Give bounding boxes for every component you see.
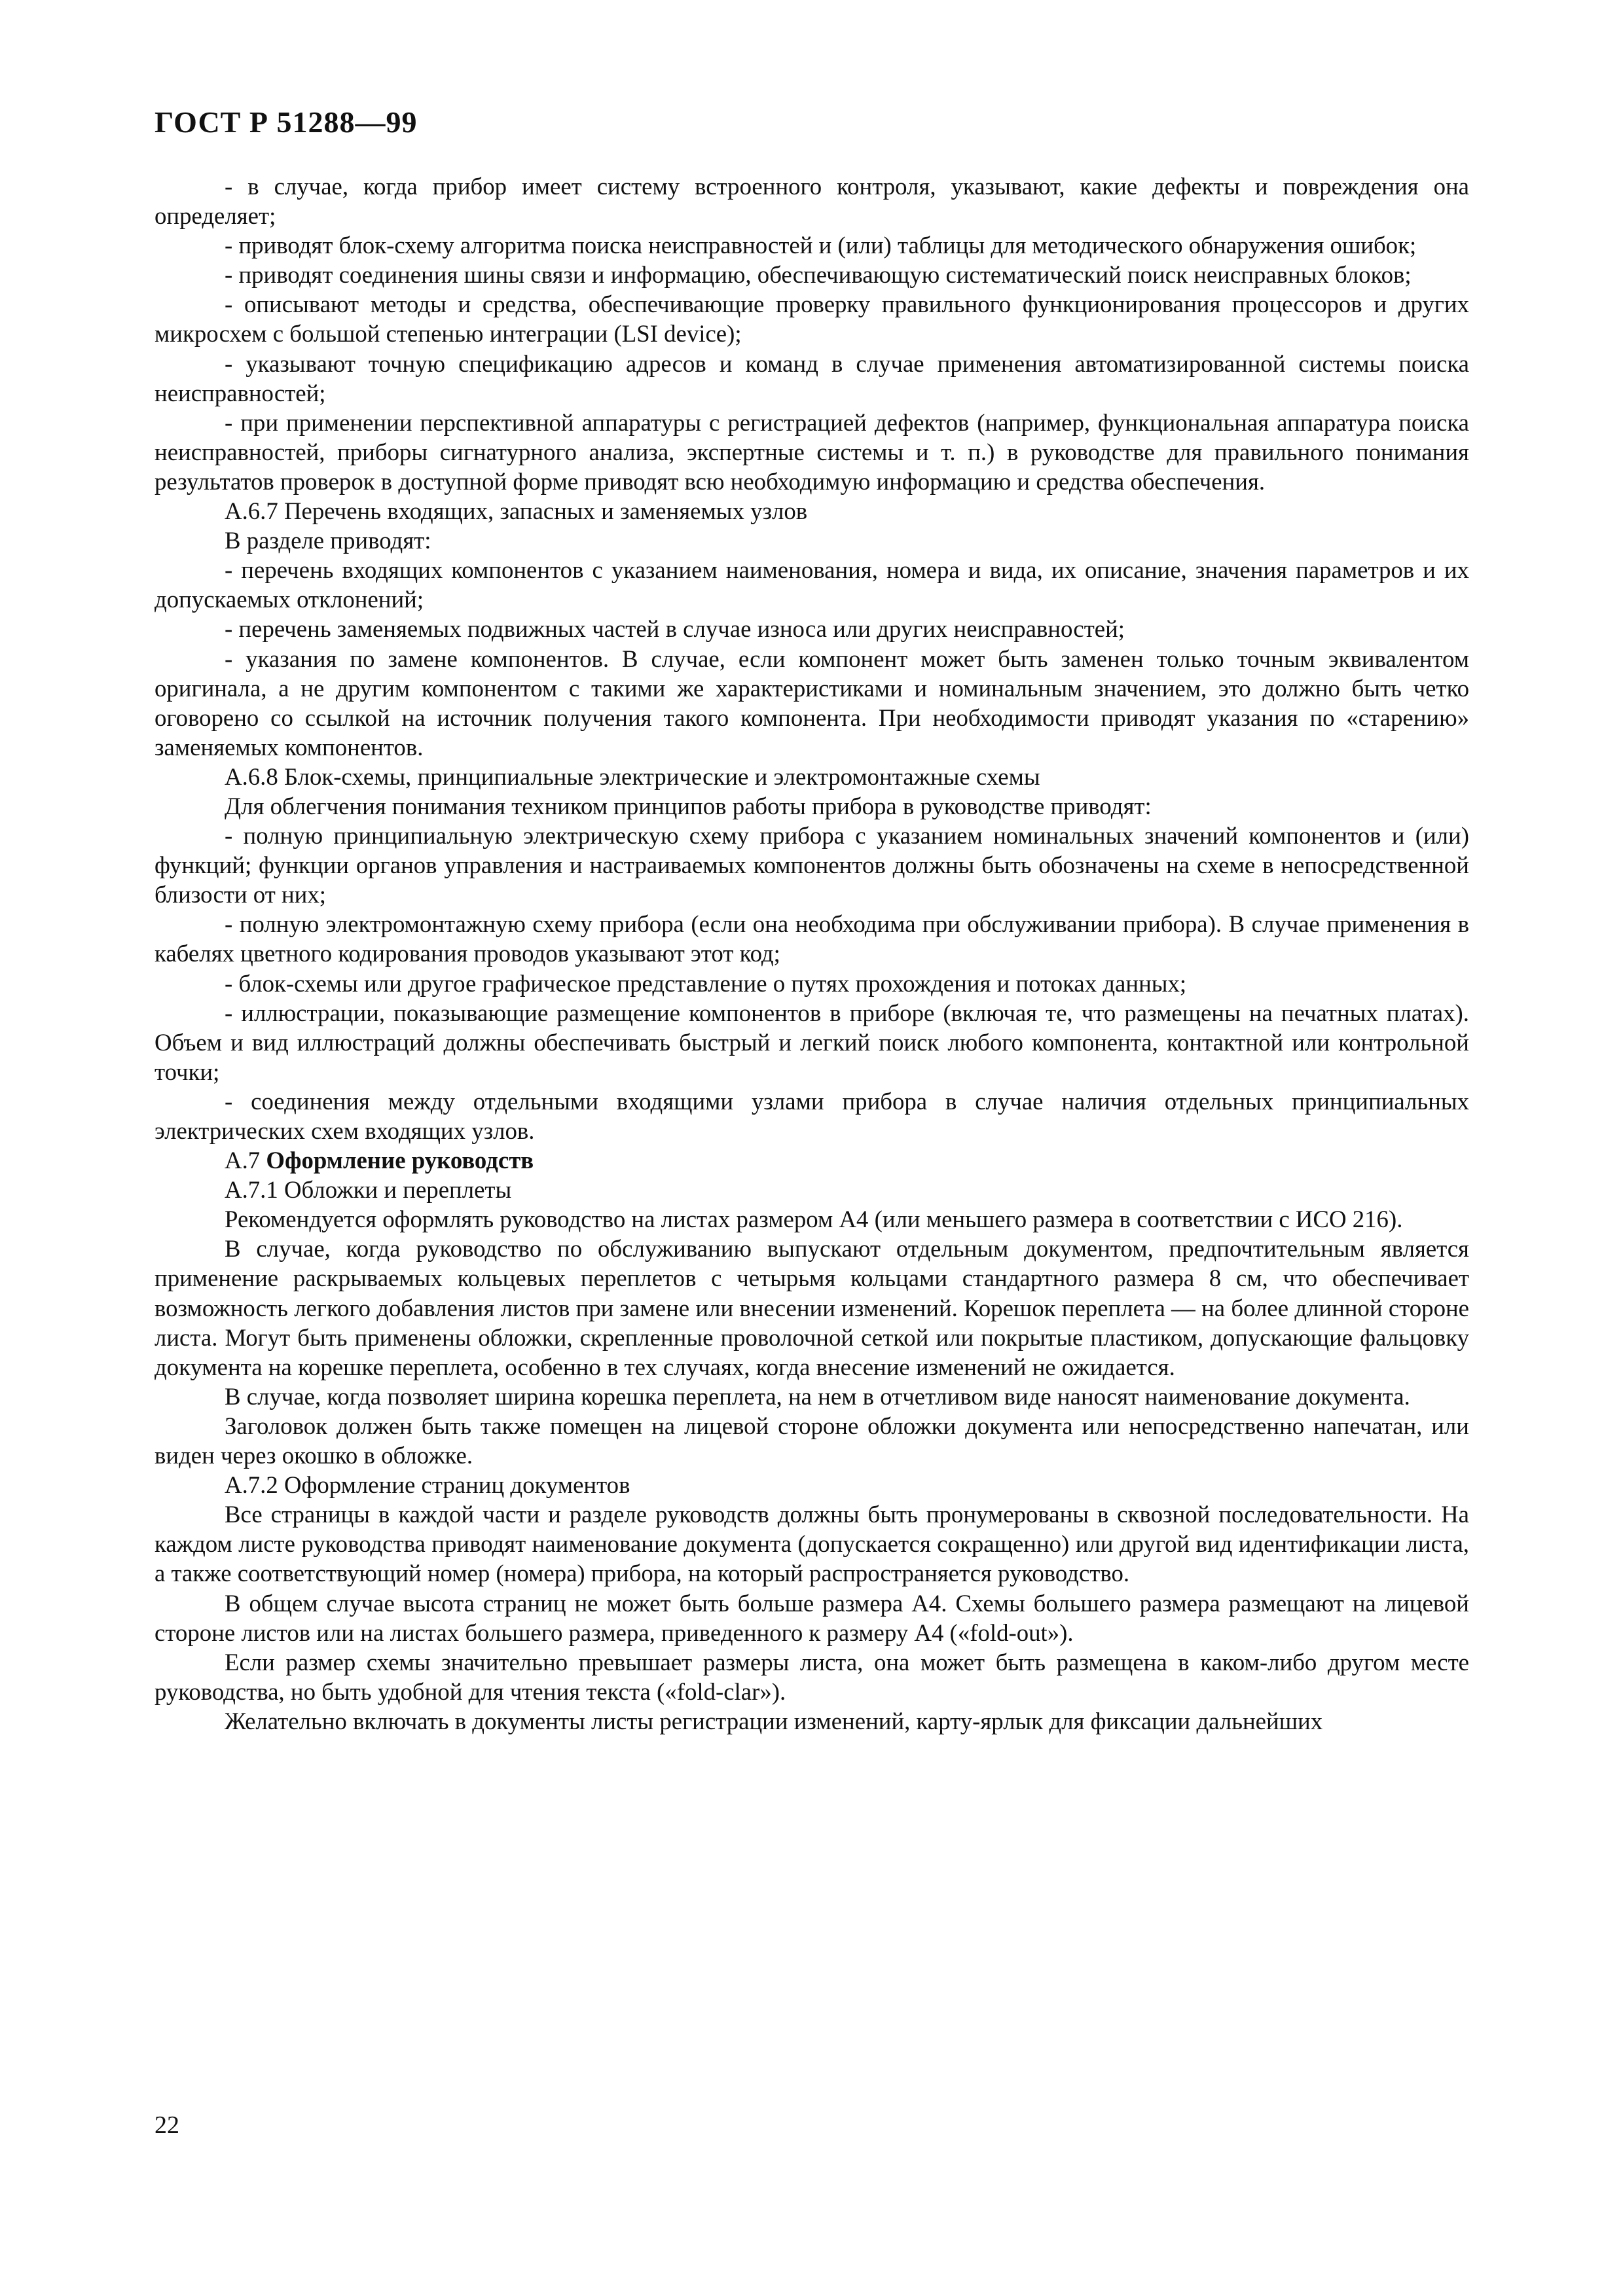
paragraph: Рекомендуется оформлять руководство на листах размером А4 (или меньшего размера в соответствии с ИСО 216).: [225, 1206, 1403, 1233]
paragraph: Для облегчения понимания техником принципов работы прибора в руководстве приводят:: [225, 792, 1152, 819]
paragraph: - указывают точную спецификацию адресов и команд в случае применения автоматизированной системы поиска неисправностей;: [155, 350, 1469, 406]
paragraph: Заголовок должен быть также помещен на лицевой стороне обложки документа или непосредственно напечатан, или виден через окошко в обложке.: [155, 1412, 1469, 1469]
paragraph: - указания по замене компонентов. В случае, если компонент может быть заменен только точным эквивалентом оригинала, а не другим компонентом с такими же характеристиками и номинальным значением, это должно быть четко оговорено со ссылкой на источник получения такого компонента. При необходимости приводят указания по «старению» заменяемых компонентов.: [155, 645, 1469, 761]
section-heading-a72: А.7.2 Оформление страниц документов: [225, 1471, 630, 1499]
section-heading-a68: А.6.8 Блок-схемы, принципиальные электрические и электромонтажные схемы: [225, 762, 1040, 790]
paragraph: - перечень заменяемых подвижных частей в случае износа или других неисправностей;: [225, 615, 1125, 643]
paragraph: Все страницы в каждой части и разделе руководств должны быть пронумерованы в сквозной последовательности. На каждом листе руководства приводят наименование документа (допускается сокращенно) или другой вид идентификации листа, а также соответствующий номер (номера) прибора, на который распространяется руководство.: [155, 1501, 1469, 1587]
paragraph: - полную электромонтажную схему прибора (если она необходима при обслуживании прибора). В случае применения в кабелях цветного кодирования проводов указывают этот код;: [155, 910, 1469, 967]
page-number: 22: [155, 2111, 179, 2139]
section-heading-a71: А.7.1 Обложки и переплеты: [225, 1176, 512, 1204]
paragraph: - при применении перспективной аппаратуры с регистрацией дефектов (например, функциональная аппаратура поиска неисправностей, приборы сигнатурного анализа, экспертные системы и т. п.) в руководстве для правильного понимания результатов проверок в доступной форме приводят всю необходимую информацию и средства обеспечения.: [155, 408, 1469, 495]
paragraph: - соединения между отдельными входящими узлами прибора в случае наличия отдельных принципиальных электрических схем входящих узлов.: [155, 1087, 1469, 1144]
paragraph: Если размер схемы значительно превышает размеры листа, она может быть размещена в каком-либо другом месте руководства, но быть удобной для чтения текста («fold-clar»).: [155, 1648, 1469, 1705]
section-heading-a7: [155, 1145, 1469, 1175]
paragraph: Желательно включать в документы листы регистрации изменений, карту-ярлык для фиксации дальнейших: [225, 1707, 1323, 1734]
paragraph: - полную принципиальную электрическую схему прибора с указанием номинальных значений компонентов и (или) функций; функции органов управления и настраиваемых компонентов должны быть обозначены на схеме в непосредственной близости от них;: [155, 822, 1469, 908]
section-title: Оформление руководств: [266, 1147, 534, 1174]
paragraph: - приводят соединения шины связи и информацию, обеспечивающую систематический поиск неисправных блоков;: [225, 261, 1412, 289]
paragraph: В случае, когда руководство по обслуживанию выпускают отдельным документом, предпочтительным является применение раскрываемых кольцевых переплетов с четырьмя кольцами стандартного размера 8 см, что обеспечивает возможность легкого добавления листов при замене или внесении изменений. Корешок переплета — на более длинной стороне листа. Могут быть применены обложки, скрепленные проволочной сеткой или покрытые пластиком, допускающие фальцовку документа на корешке переплета, особенно в тех случаях, когда внесение изменений не ожидается.: [155, 1235, 1469, 1380]
document-header: ГОСТ Р 51288—99: [155, 105, 418, 139]
paragraph: В общем случае высота страниц не может быть больше размера А4. Схемы большего размера размещают на лицевой стороне листов или на листах большего размера, приведенного к размеру А4 («fold-out»).: [155, 1589, 1469, 1646]
paragraph: - в случае, когда прибор имеет систему встроенного контроля, указывают, какие дефекты и повреждения она определяет;: [155, 173, 1469, 230]
paragraph: - приводят блок-схему алгоритма поиска неисправностей и (или) таблицы для методического обнаружения ошибок;: [225, 232, 1417, 259]
section-heading-a67: А.6.7 Перечень входящих, запасных и заменяемых узлов: [225, 497, 808, 525]
paragraph: - иллюстрации, показывающие размещение компонентов в приборе (включая те, что размещены на печатных платах). Объем и вид иллюстраций должны обеспечивать быстрый и легкий поиск любого компонента, контактной или контрольной точки;: [155, 999, 1469, 1085]
paragraph: - описывают методы и средства, обеспечивающие проверку правильного функционирования процессоров и других микросхем с большой степенью интеграции (LSI device);: [155, 291, 1469, 348]
paragraph: - блок-схемы или другое графическое представление о путях прохождения и потоках данных;: [225, 969, 1187, 997]
document-body: [155, 171, 1469, 1736]
paragraph: В разделе приводят:: [225, 527, 431, 554]
paragraph: - перечень входящих компонентов с указанием наименования, номера и вида, их описание, значения параметров и их допускаемых отклонений;: [155, 556, 1469, 613]
section-number: А.7: [225, 1147, 261, 1174]
paragraph: В случае, когда позволяет ширина корешка переплета, на нем в отчетливом виде наносят наименование документа.: [225, 1382, 1410, 1410]
